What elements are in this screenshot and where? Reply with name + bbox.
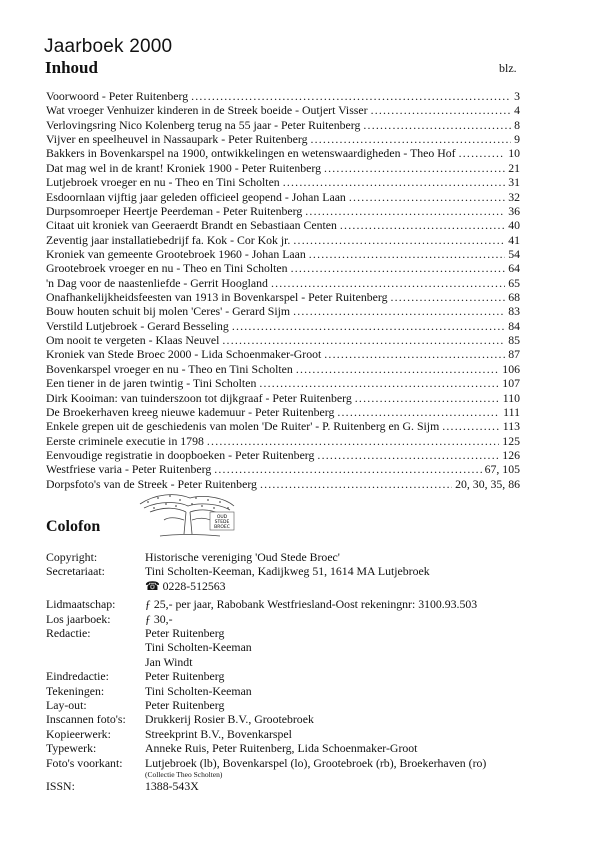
colofon-value-line: Streekprint B.V., Bovenkarspel xyxy=(145,726,292,741)
colofon-value xyxy=(145,564,536,593)
colofon-label: Eindredactie: xyxy=(46,669,109,684)
logo-text-stede: STEDE xyxy=(214,520,230,525)
toc-entry xyxy=(46,118,520,132)
colofon-label: Inscannen foto's: xyxy=(46,712,126,727)
toc-entry-title: De Broekerhaven kreeg nieuwe kademuur - Peter Ruitenberg xyxy=(46,404,335,419)
toc-entry xyxy=(46,190,520,204)
toc-entry-title: Bovenkarspel vroeger en nu - Theo en Tini Scholten xyxy=(46,361,293,376)
toc-entry-title: Kroniek van Stede Broec 2000 - Lida Schoenmaker-Groot xyxy=(46,347,322,362)
toc-leader-dots xyxy=(222,333,505,347)
toc-entry-title: Bouw houten schuit bij molen 'Ceres' - Gerard Sijm xyxy=(46,304,291,319)
colofon-row xyxy=(46,779,536,793)
toc-leader-dots xyxy=(442,419,499,433)
toc-leader-dots xyxy=(271,276,505,290)
toc-entry-page: 68 xyxy=(508,290,520,305)
oud-stede-broec-logo xyxy=(130,490,240,552)
toc-entry-page: 84 xyxy=(508,318,520,333)
toc-entry-title: Esdoornlaan vijftig jaar geleden officieel geopend - Johan Laan xyxy=(46,189,346,204)
toc-entry xyxy=(46,146,520,160)
toc-entry xyxy=(46,304,520,318)
colofon-value-line: Tini Scholten-Keeman xyxy=(145,640,252,655)
toc-entry xyxy=(46,261,520,275)
toc-entry-page: 64 xyxy=(508,261,520,276)
toc-leader-dots xyxy=(371,103,512,117)
colofon-value xyxy=(145,684,536,698)
logo-text-broec: BROEC xyxy=(214,525,230,530)
toc-entry-title: Dirk Kooiman: van tuinderszoon tot dijkgraaf - Peter Ruitenberg xyxy=(46,390,352,405)
toc-entry-page: 9 xyxy=(514,132,520,147)
toc-entry-page: 54 xyxy=(508,246,520,261)
toc-entry-page: 41 xyxy=(508,232,520,247)
colofon-value-line: Lutjebroek (lb), Bovenkarspel (lo), Grootebroek (rb), Broekerhaven (ro) xyxy=(145,755,487,770)
colofon-value xyxy=(145,669,536,683)
toc-entry-title: Eerste criminele executie in 1798 xyxy=(46,433,204,448)
colofon-value xyxy=(145,741,536,755)
colofon-label: ISSN: xyxy=(46,779,75,794)
toc-entry-page: 85 xyxy=(508,333,520,348)
colofon-label: Lay-out: xyxy=(46,698,87,713)
toc-leader-dots xyxy=(340,218,505,232)
toc-entry-title: Om nooit te vergeten - Klaas Neuvel xyxy=(46,333,220,348)
toc-leader-dots xyxy=(293,304,505,318)
colofon-row xyxy=(46,712,536,726)
toc-entry-page: 111 xyxy=(503,404,520,419)
toc-entry xyxy=(46,391,520,405)
colofon-label: Secretariaat: xyxy=(46,564,105,579)
toc-leader-dots xyxy=(191,89,511,103)
toc-leader-dots xyxy=(232,319,505,333)
toc-entry-page: 65 xyxy=(508,275,520,290)
toc-entry xyxy=(46,290,520,304)
toc-entry-title: Verlovingsring Nico Kolenberg terug na 55 jaar - Peter Ruitenberg xyxy=(46,117,361,132)
colofon-label: Foto's voorkant: xyxy=(46,755,123,770)
toc-entry-title: Grootebroek vroeger en nu - Theo en Tini Scholten xyxy=(46,261,288,276)
toc-entry-page: 126 xyxy=(502,447,520,462)
colofon-label: Lidmaatschap: xyxy=(46,597,116,612)
toc-entry-title: Kroniek van gemeente Grootebroek 1960 - Johan Laan xyxy=(46,246,306,261)
colofon-value-line: Drukkerij Rosier B.V., Grootebroek xyxy=(145,712,314,727)
colofon-value xyxy=(145,626,536,669)
toc-entry-title: Wat vroeger Venhuizer kinderen in de Streek boeide - Outjert Visser xyxy=(46,103,368,118)
toc-leader-dots xyxy=(260,477,452,491)
colofon-value-line: Peter Ruitenberg xyxy=(145,698,225,713)
toc-entry xyxy=(46,89,520,103)
colofon-value xyxy=(145,712,536,726)
colofon-row xyxy=(46,626,536,669)
toc-entry xyxy=(46,233,520,247)
toc-entry xyxy=(46,419,520,433)
toc-leader-dots xyxy=(283,175,505,189)
toc-entry xyxy=(46,362,520,376)
page-column-heading: blz. xyxy=(499,61,517,75)
colofon-label: Typewerk: xyxy=(46,741,97,756)
toc-entry-title: Voorwoord - Peter Ruitenberg xyxy=(46,89,189,103)
toc-entry-page: 113 xyxy=(502,419,520,434)
colofon-label: Kopieerwerk: xyxy=(46,726,111,741)
yearbook-title: Jaarboek 2000 xyxy=(44,36,173,57)
toc-entry-page: 83 xyxy=(508,304,520,319)
colofon-value-line: Jan Windt xyxy=(145,654,193,669)
toc-leader-dots xyxy=(293,233,505,247)
toc-entry-title: Zeventig jaar installatiebedrijf fa. Kok - Cor Kok jr. xyxy=(46,232,291,247)
toc-entry-title: Vijver en speelheuvel in Nassaupark - Peter Ruitenberg xyxy=(46,132,308,147)
toc-entry-page: 110 xyxy=(502,390,520,405)
toc-entry-title: 'n Dag voor de naastenliefde - Gerrit Hoogland xyxy=(46,275,268,290)
toc-entry-title: Eenvoudige registratie in doopboeken - Peter Ruitenberg xyxy=(46,447,315,462)
colofon-row xyxy=(46,597,536,611)
toc-entry-page: 125 xyxy=(502,433,520,448)
colofon-value xyxy=(145,612,536,626)
colofon-value-line: 1388-543X xyxy=(145,779,199,794)
colofon-label: Copyright: xyxy=(46,550,98,564)
toc-entry xyxy=(46,103,520,117)
colofon-row xyxy=(46,612,536,626)
colofon-value-line: Anneke Ruis, Peter Ruitenberg, Lida Schoenmaker-Groot xyxy=(145,741,418,756)
toc-entry xyxy=(46,347,520,361)
toc-entry xyxy=(46,376,520,390)
toc-entry xyxy=(46,405,520,419)
toc-entry xyxy=(46,175,520,189)
colofon-value-line: ƒ 30,- xyxy=(145,611,173,626)
toc-leader-dots xyxy=(390,290,505,304)
toc-entry xyxy=(46,218,520,232)
toc-leader-dots xyxy=(324,161,505,175)
toc-entry-title: Lutjebroek vroeger en nu - Theo en Tini Scholten xyxy=(46,175,280,190)
toc-leader-dots xyxy=(349,190,505,204)
toc-entry-title: Verstild Lutjebroek - Gerard Besseling xyxy=(46,318,229,333)
colofon-row xyxy=(46,564,536,593)
toc-entry-title: Westfriese varia - Peter Ruitenberg xyxy=(46,462,212,477)
colofon-value xyxy=(145,779,536,793)
toc-entry xyxy=(46,319,520,333)
colofon-value-line: Peter Ruitenberg xyxy=(145,626,225,641)
toc-leader-dots xyxy=(214,462,481,476)
colofon-row xyxy=(46,756,536,779)
logo-text-oud: OUD xyxy=(216,515,228,520)
toc-entry-page: 10 xyxy=(508,146,520,161)
toc-entry-page: 32 xyxy=(508,189,520,204)
toc-entry xyxy=(46,477,520,491)
colofon-value-line: Peter Ruitenberg xyxy=(145,669,225,684)
toc-leader-dots xyxy=(310,132,511,146)
toc-entry-page: 4 xyxy=(514,103,520,118)
toc-entry xyxy=(46,247,520,261)
contents-heading: Inhoud xyxy=(45,58,98,77)
toc-entry xyxy=(46,333,520,347)
toc-entry-title: Een tiener in de jaren twintig - Tini Scholten xyxy=(46,376,257,391)
toc-entry-page: 87 xyxy=(508,347,520,362)
colofon-value-line: Historische vereniging 'Oud Stede Broec' xyxy=(145,550,340,564)
colofon-value xyxy=(145,597,536,611)
toc-leader-dots xyxy=(317,448,499,462)
toc-entry-page: 3 xyxy=(514,89,520,103)
colofon-value-line: ☎ 0228-512563 xyxy=(145,578,226,593)
toc-entry-title: Dorpsfoto's van de Streek - Peter Ruitenberg xyxy=(46,476,257,491)
toc-entry-page: 40 xyxy=(508,218,520,233)
colofon-value-line: Tini Scholten-Keeman, Kadijkweg 51, 1614 MA Lutjebroek xyxy=(145,564,430,579)
toc-leader-dots xyxy=(207,434,499,448)
toc-entry-title: Enkele grepen uit de geschiedenis van molen 'De Ruiter' - P. Ruitenberg en G. Sijm xyxy=(46,419,440,434)
toc-leader-dots xyxy=(305,204,505,218)
colofon-row xyxy=(46,727,536,741)
toc-entry xyxy=(46,161,520,175)
toc-entry xyxy=(46,132,520,146)
toc-entry-page: 8 xyxy=(514,117,520,132)
colofon-value-line: ƒ 25,- per jaar, Rabobank Westfriesland-Oost rekeningnr: 3100.93.503 xyxy=(145,597,478,612)
colofon-row xyxy=(46,698,536,712)
toc-entry-page: 67, 105 xyxy=(484,462,520,477)
colofon-value xyxy=(145,756,536,779)
toc-entry-title: Dat mag wel in de krant! Kroniek 1900 - Peter Ruitenberg xyxy=(46,160,321,175)
toc-entry-title: Onafhankelijkheidsfeesten van 1913 in Bovenkarspel - Peter Ruitenberg xyxy=(46,290,388,305)
toc-leader-dots xyxy=(296,362,499,376)
toc-entry xyxy=(46,434,520,448)
colofon-value xyxy=(145,727,536,741)
colofon-value-line: Tini Scholten-Keeman xyxy=(145,683,252,698)
toc-entry-page: 107 xyxy=(502,376,520,391)
toc-entry xyxy=(46,204,520,218)
toc-entry xyxy=(46,462,520,476)
colofon-note: (Collectie Theo Scholten) xyxy=(145,770,223,780)
toc-entry-title: Citaat uit kroniek van Geeraerdt Brandt en Sebastiaan Centen xyxy=(46,218,337,233)
colofon-list xyxy=(46,550,536,794)
colofon-row xyxy=(46,669,536,683)
toc-entry xyxy=(46,448,520,462)
toc-leader-dots xyxy=(355,391,500,405)
toc-entry-page: 20, 30, 35, 86 xyxy=(455,476,520,491)
toc-leader-dots xyxy=(459,146,506,160)
toc-entry-title: Bakkers in Bovenkarspel na 1900, ontwikkelingen en wetenswaardigheden - Theo Hof xyxy=(46,146,456,161)
toc-leader-dots xyxy=(309,247,505,261)
toc-entry-page: 36 xyxy=(508,203,520,218)
toc-leader-dots xyxy=(363,118,511,132)
colofon-row xyxy=(46,684,536,698)
colofon-value xyxy=(145,550,536,564)
toc-leader-dots xyxy=(324,347,505,361)
colofon-label: Redactie: xyxy=(46,626,91,641)
toc-entry xyxy=(46,276,520,290)
colofon-row xyxy=(46,741,536,755)
toc-entry-page: 106 xyxy=(502,361,520,376)
toc-leader-dots xyxy=(291,261,506,275)
table-of-contents xyxy=(46,89,520,491)
toc-entry-page: 31 xyxy=(508,175,520,190)
toc-entry-title: Durpsomroeper Heertje Peerdeman - Peter Ruitenberg xyxy=(46,203,303,218)
colofon-value xyxy=(145,698,536,712)
toc-leader-dots xyxy=(259,376,499,390)
colofon-row xyxy=(46,550,536,564)
toc-entry-page: 21 xyxy=(508,160,520,175)
colofon-label: Los jaarboek: xyxy=(46,611,111,626)
colofon-heading: Colofon xyxy=(46,518,101,535)
toc-leader-dots xyxy=(337,405,500,419)
colofon-label: Tekeningen: xyxy=(46,683,105,698)
